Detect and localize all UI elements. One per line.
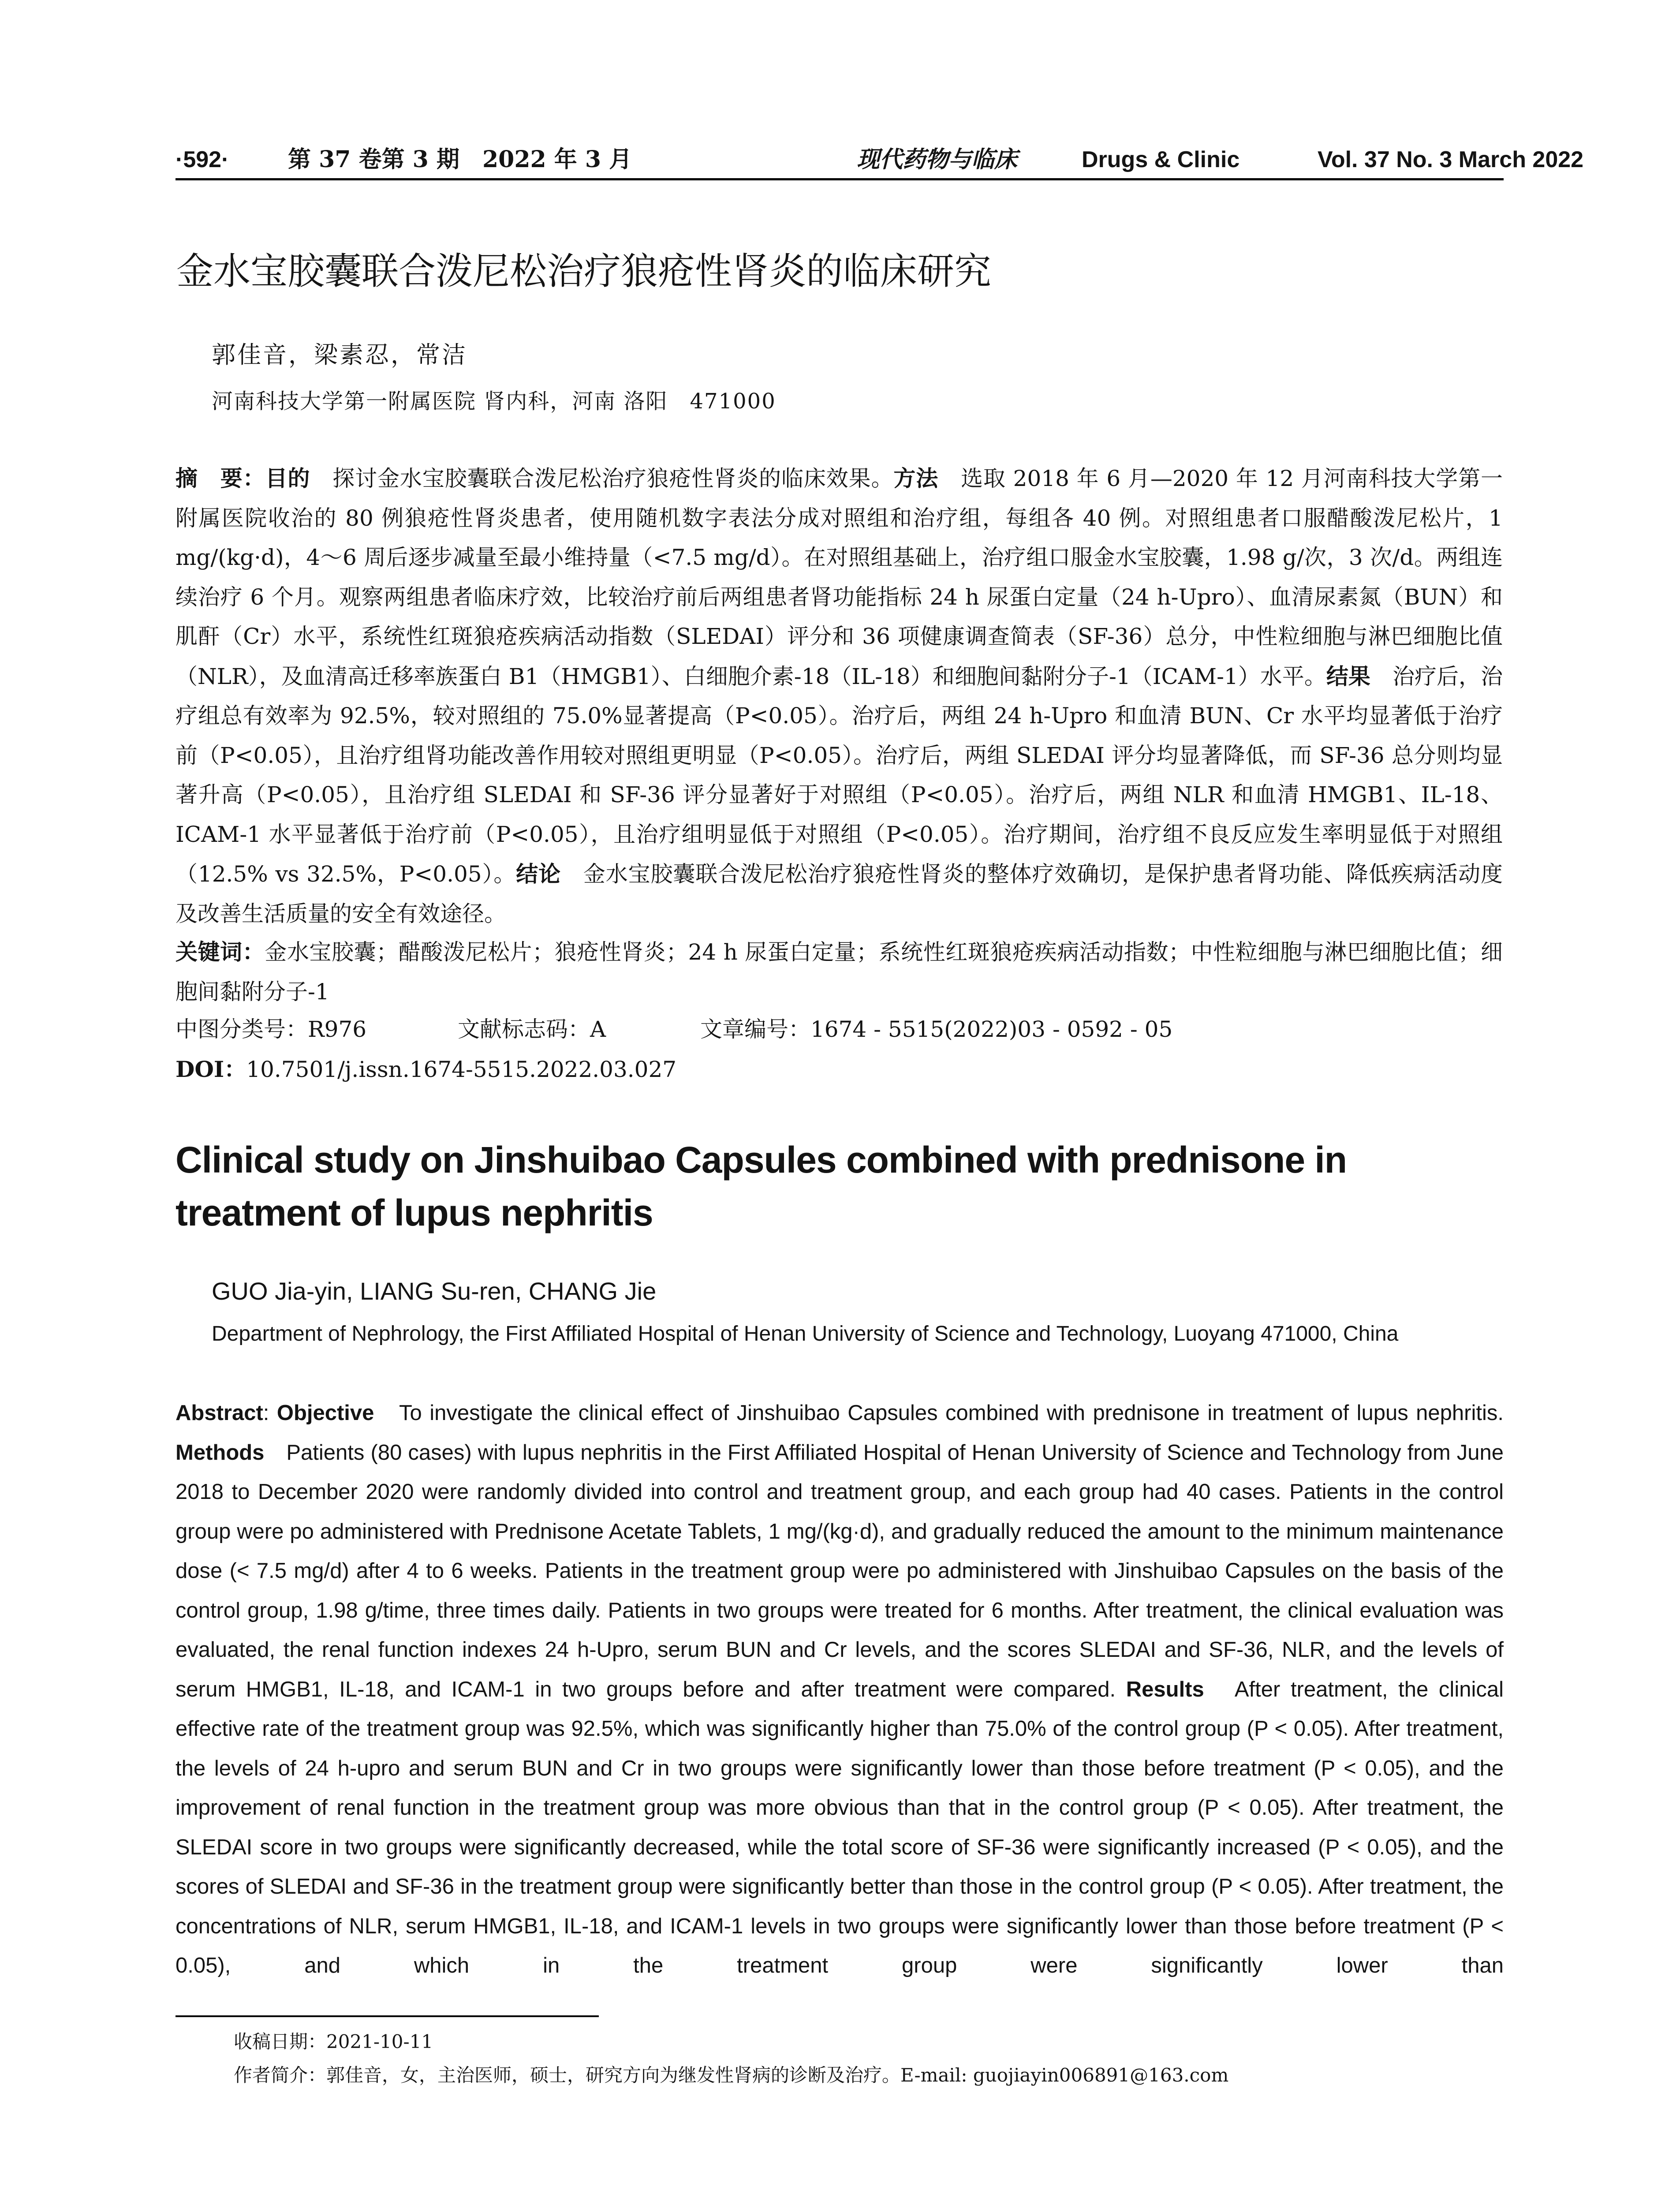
header-rule xyxy=(175,178,1504,180)
article-title-en: Clinical study on Jinshuibao Capsules combined with prednisone in treatment of lupus nephritis xyxy=(175,1139,1347,1233)
affiliation-en: Department of Nephrology, the First Affiliated Hospital of Henan University of Science and Technology, Luoyang 471000, China xyxy=(212,1322,1399,1345)
methods-label-en: Methods xyxy=(175,1440,265,1465)
classification-row xyxy=(175,1011,1503,1048)
abstract-en-sep: : xyxy=(263,1401,277,1425)
authors-en: GUO Jia-yin, LIANG Su-ren, CHANG Jie xyxy=(212,1277,657,1305)
issue-en: Vol. 37 No. 3 March 2022 xyxy=(1318,147,1584,172)
clc-number: 中图分类号：R976 xyxy=(175,1017,367,1042)
results-cn: 治疗后，治疗组总有效率为 92.5%，较对照组的 75.0%显著提高（P<0.05）。治疗后，两组 24 h-Upro 和血清 BUN、Cr 水平均显著低于治疗前（P<0.05），且治疗组肾功能改善作用较对照组更明显（P<0.05）。治疗后，两组 SLEDAI 评分均显著降低，而 SF-36 总分则均显著升高（P<0.05），且治疗组 SLEDAI 和 SF-36 评分显著好于对照组（P<0.05）。治疗后，两组 NLR 和血清 HMGB1、IL-18、ICAM-1 水平显著低于治疗前（P<0.05），且治疗组明显低于对照组（P<0.05）。治疗期间，治疗组不良反应发生率明显低于对照组（12.5% vs 32.5%，P<0.05）。 xyxy=(175,663,1503,887)
footnote-rule xyxy=(175,2015,599,2017)
authors-cn: 郭佳音，梁素忍，常洁 xyxy=(212,341,467,369)
objective-label-cn: 目的 xyxy=(265,465,310,491)
page-number: ·592· xyxy=(175,147,229,172)
methods-cn: 选取 2018 年 6 月—2020 年 12 月河南科技大学第一附属医院收治的 80 例狼疮性肾炎患者，使用随机数字表法分成对照组和治疗组，每组各 40 例。对照组患者口服醋酸泼尼松片，1 mg/(kg·d)，4～6 周后逐步减量至最小维持量（<7.5 mg/d）。在对照组基础上，治疗组口服金水宝胶囊，1.98 g/次，3 次/d。两组连续治疗 6 个月。观察两组患者临床疗效，比较治疗前后两组患者肾功能指标 24 h 尿蛋白定量（24 h-Upro）、血清尿素氮（BUN）和肌酐（Cr）水平，系统性红斑狼疮疾病活动指数（SLEDAI）评分和 36 项健康调查简表（SF-36）总分，中性粒细胞与淋巴细胞比值（NLR），及血清高迁移率族蛋白 B1（HMGB1）、白细胞介素-18（IL-18）和细胞间黏附分子-1（ICAM-1）水平。 xyxy=(175,466,1503,689)
article-title-cn: 金水宝胶囊联合泼尼松治疗狼疮性肾炎的临床研究 xyxy=(176,250,992,292)
issue-cn: 第 37 卷第 3 期 2022 年 3 月 xyxy=(288,146,632,173)
abstract-en xyxy=(175,1394,1504,1986)
abstract-cn xyxy=(175,459,1503,934)
abstract-cn-label: 摘 要： xyxy=(175,465,265,491)
doi-value: 10.7501/j.issn.1674-5515.2022.03.027 xyxy=(246,1057,677,1082)
footnote-author-info: 作者简介：郭佳音，女，主治医师，硕士，研究方向为继发性肾病的诊断及治疗。E-mail: guojiayin006891@163.com xyxy=(234,2064,1229,2086)
methods-en: Patients (80 cases) with lupus nephritis in the First Affiliated Hospital of Henan University of Science and Technology from June 2018 to December 2020 were randomly divided into control and treatment group, and each group had 40 cases. Patients in the control group were po administered with Prednisone Acetate Tablets, 1 mg/(kg·d), and gradually reduced the amount to the minimum maintenance dose (< 7.5 mg/d) after 4 to 6 weeks. Patients in the treatment group were po administered with Jinshuibao Capsules on the basis of the control group, 1.98 g/time, three times daily. Patients in two groups were treated for 6 months. After treatment, the clinical evaluation was evaluated, the renal function indexes 24 h-Upro, serum BUN and Cr levels, and the scores SLEDAI and SF-36, NLR, and the levels of serum HMGB1, IL-18, and ICAM-1 in two groups before and after treatment were compared. xyxy=(175,1440,1504,1701)
objective-label-en: Objective xyxy=(276,1401,374,1425)
journal-name-en: Drugs & Clinic xyxy=(1082,147,1240,172)
keywords-cn xyxy=(175,932,1503,1012)
abstract-en-label: Abstract xyxy=(175,1401,263,1425)
conclusion-cn: 金水宝胶囊联合泼尼松治疗狼疮性肾炎的整体疗效确切，是保护患者肾功能、降低疾病活动度及改善生活质量的安全有效途径。 xyxy=(175,861,1503,927)
document-code: 文献标志码：A xyxy=(458,1017,606,1042)
footnote-received-date: 收稿日期：2021-10-11 xyxy=(234,2031,433,2052)
running-header xyxy=(175,142,1584,177)
article-number: 文章编号：1674 - 5515(2022)03 - 0592 - 05 xyxy=(700,1017,1173,1042)
keywords-text-cn: 金水宝胶囊；醋酸泼尼松片；狼疮性肾炎；24 h 尿蛋白定量；系统性红斑狼疮疾病活动指数；中性粒细胞与淋巴细胞比值；细胞间黏附分子-1 xyxy=(175,939,1503,1005)
methods-label-cn: 方法 xyxy=(893,465,939,491)
affiliation-cn: 河南科技大学第一附属医院 肾内科，河南 洛阳 471000 xyxy=(212,389,776,414)
results-label-cn: 结果 xyxy=(1326,663,1370,689)
conclusion-label-cn: 结论 xyxy=(516,861,561,887)
doi-line xyxy=(175,1050,676,1088)
keywords-label-cn: 关键词： xyxy=(175,939,265,965)
results-en: After treatment, the clinical effective rate of the treatment group was 92.5%, which was significantly higher than 75.0% of the control group (P < 0.05). After treatment, the levels of 24 h-upro and serum BUN and Cr in two groups were significantly lower than those before treatment (P < 0.05), and the improvement of renal function in the treatment group was more obvious than that in the control group (P < 0.05). After treatment, the SLEDAI score in two groups were significantly decreased, while the total score of SF-36 were significantly increased (P < 0.05), and the scores of SLEDAI and SF-36 in the treatment group were significantly better than those in the control group (P < 0.05). After treatment, the concentrations of NLR, serum HMGB1, IL-18, and ICAM-1 levels in two groups were significantly lower than those before treatment (P < 0.05), and which in the treatment group were significantly lower than xyxy=(175,1677,1504,1977)
journal-name-cn: 现代药物与临床 xyxy=(857,146,1018,173)
objective-en: To investigate the clinical effect of Jinshuibao Capsules combined with prednisone in treatment of lupus nephritis. xyxy=(374,1401,1504,1425)
objective-cn: 探讨金水宝胶囊联合泼尼松治疗狼疮性肾炎的临床效果。 xyxy=(310,466,894,491)
doi-label: DOI： xyxy=(175,1056,246,1082)
results-label-en: Results xyxy=(1126,1677,1204,1701)
